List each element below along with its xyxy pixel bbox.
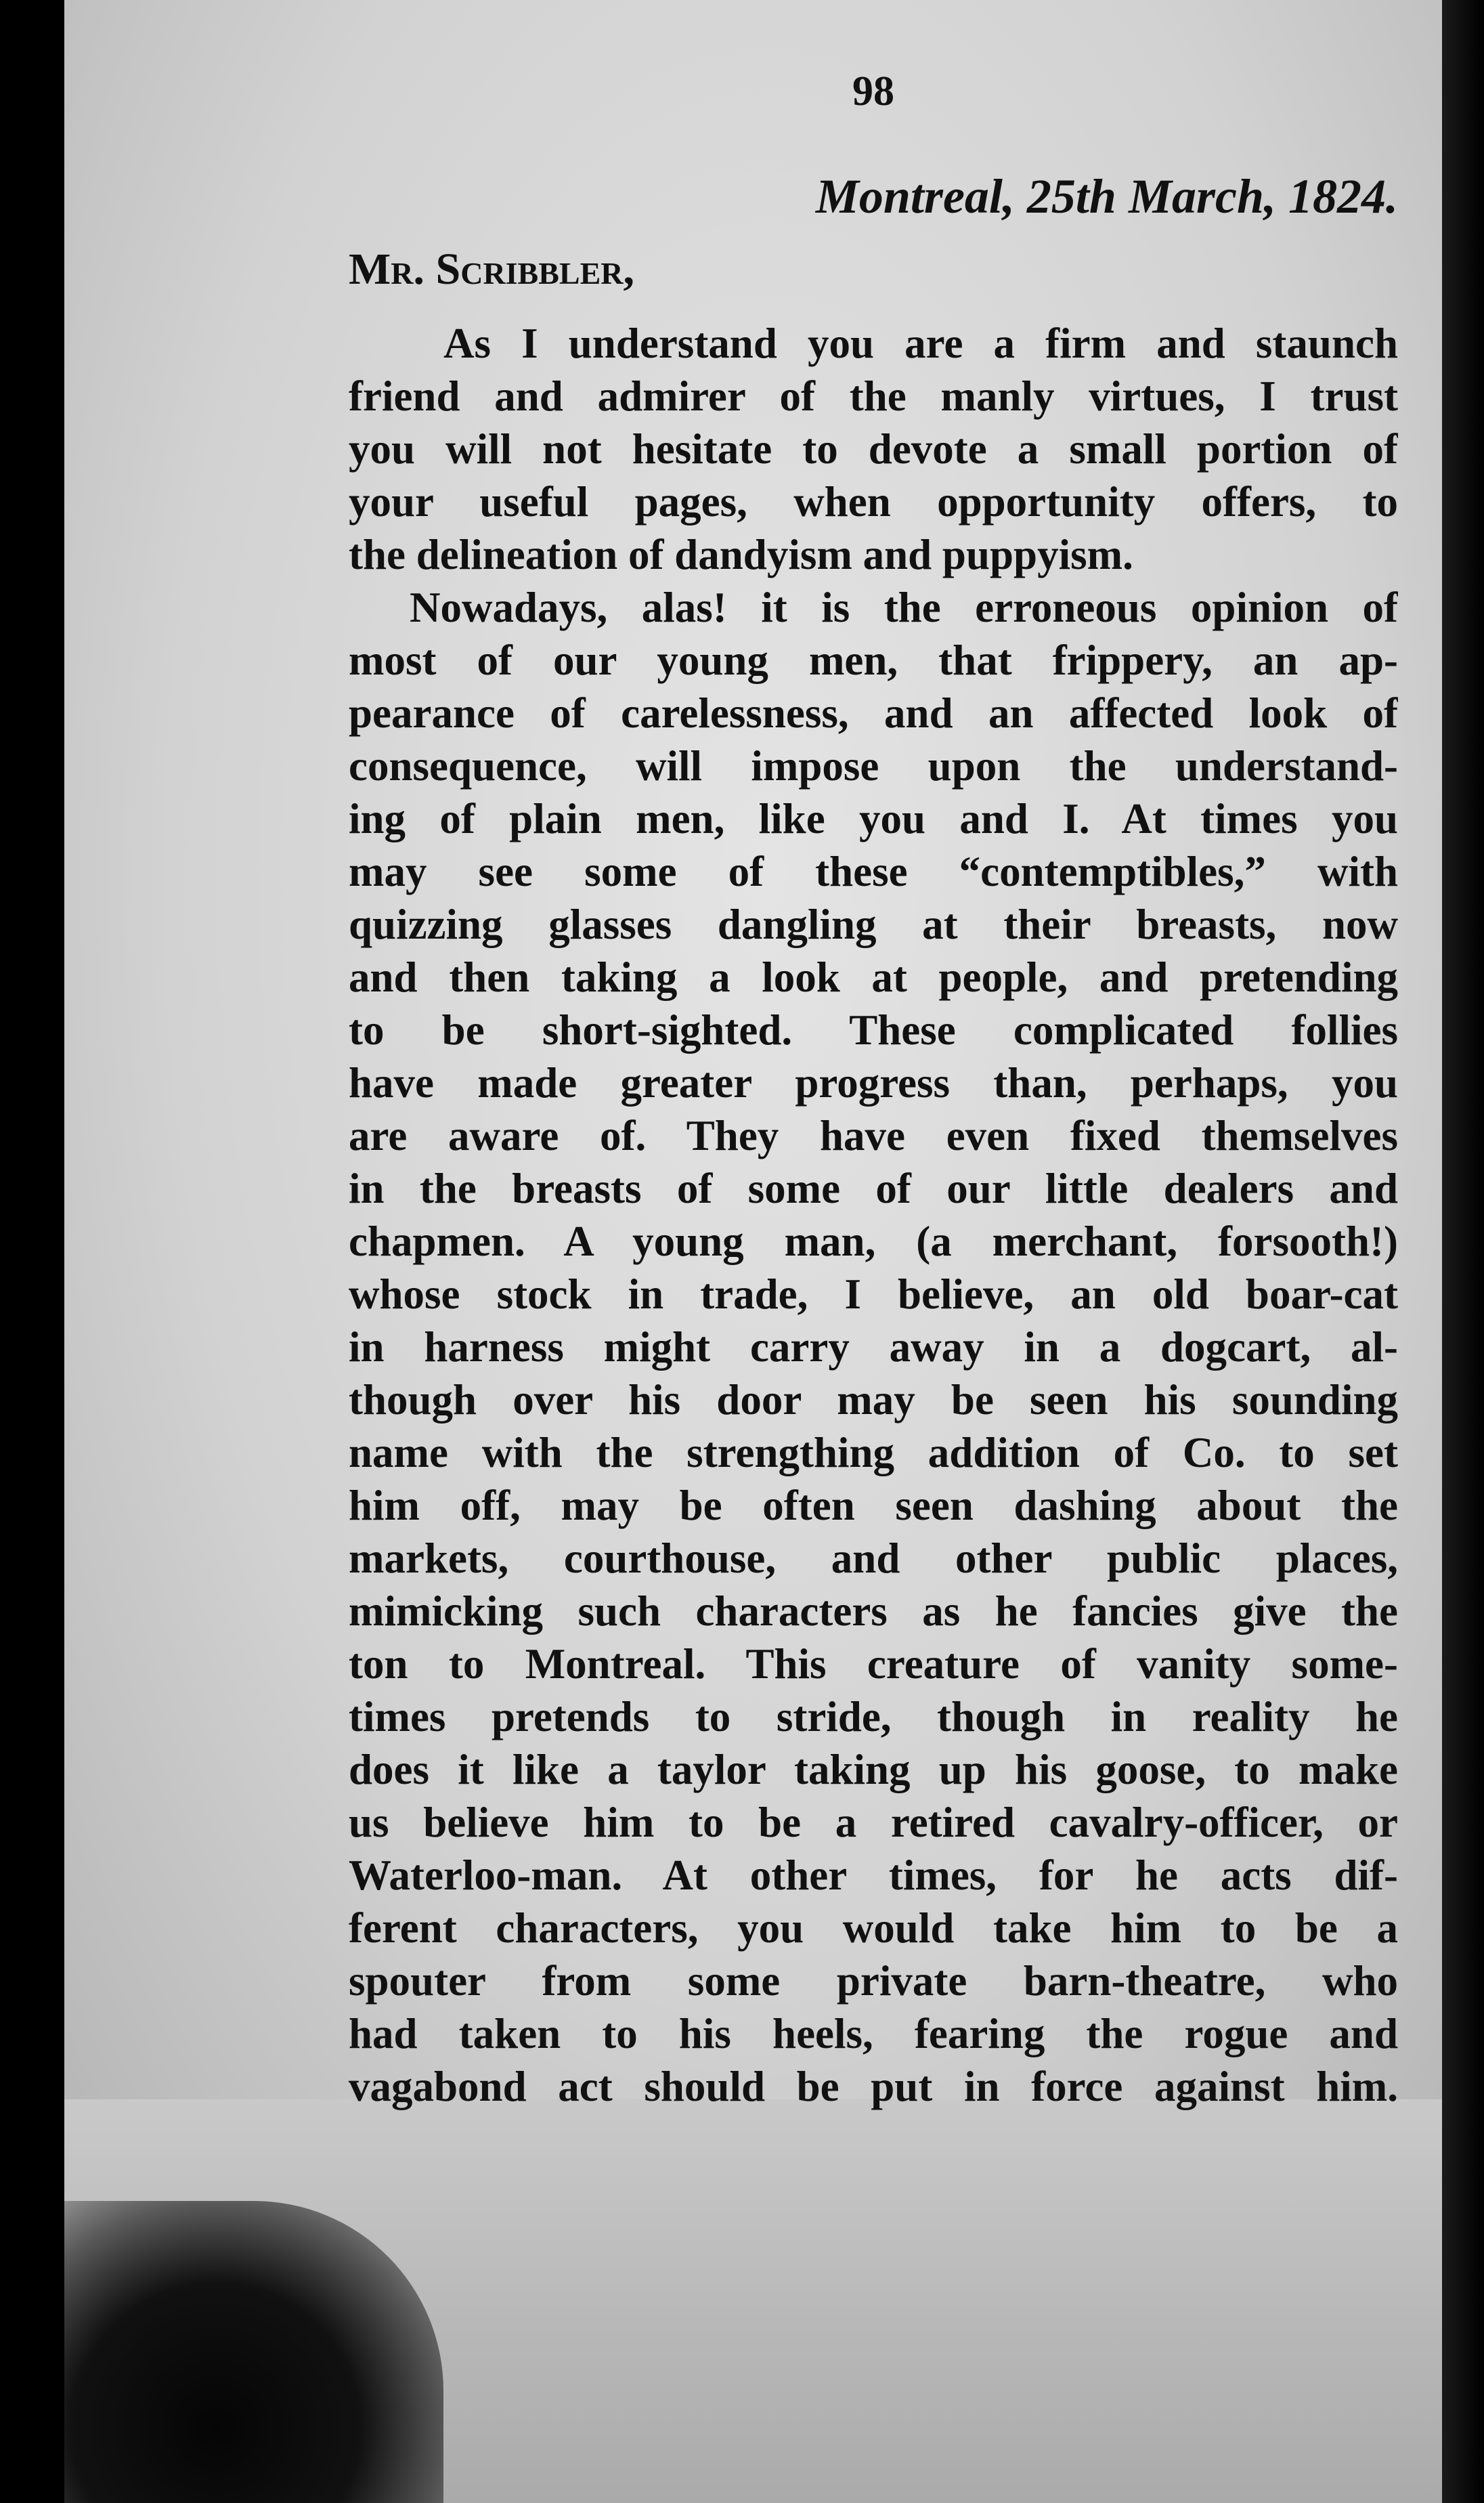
text-line: in harness might carry away in a dogcart, al- xyxy=(349,1323,1398,1371)
letter-body xyxy=(349,317,1398,2113)
text-line: though over his door may be seen his sounding xyxy=(349,1376,1398,1424)
text-line: and then taking a look at people, and pretending xyxy=(349,954,1398,1001)
dateline: Montreal, 25th March, 1824. xyxy=(815,169,1398,223)
text-line: quizzing glasses dangling at their breasts, now xyxy=(349,901,1398,948)
text-line: us believe him to be a retired cavalry-officer, or xyxy=(349,1799,1398,1846)
text-line: consequence, will impose upon the understand- xyxy=(349,742,1398,790)
text-line: name with the strengthing addition of Co. to set xyxy=(349,1429,1398,1476)
text-line: ton to Montreal. This creature of vanity some- xyxy=(349,1640,1398,1688)
text-line: mimicking such characters as he fancies give the xyxy=(349,1587,1398,1635)
salutation: Mr. Scribbler, xyxy=(349,244,635,294)
text-line: times pretends to stride, though in reality he xyxy=(349,1693,1398,1740)
right-edge-shadow xyxy=(1442,0,1484,2503)
text-line: may see some of these “contemptibles,” with xyxy=(349,848,1398,895)
text-line: had taken to his heels, fearing the rogue and xyxy=(349,2010,1398,2057)
text-line: Nowadays, alas! it is the erroneous opinion of xyxy=(410,584,1398,631)
left-margin-shadow xyxy=(0,0,64,2503)
text-line: in the breasts of some of our little dealers and xyxy=(349,1165,1398,1212)
text-line: the delineation of dandyism and puppyism. xyxy=(349,531,1133,578)
text-line: vagabond act should be put in force against him. xyxy=(349,2063,1398,2110)
letter-text-block xyxy=(349,0,1398,2140)
text-line: does it like a taylor taking up his goose, to make xyxy=(349,1746,1398,1793)
text-line: most of our young men, that frippery, an ap- xyxy=(349,637,1398,684)
text-line: friend and admirer of the manly virtues, I trust xyxy=(349,372,1398,420)
text-line: you will not hesitate to devote a small portion of xyxy=(349,425,1398,473)
text-line: to be short-sighted. These complicated follies xyxy=(349,1006,1398,1054)
text-line: pearance of carelessness, and an affected look of xyxy=(349,689,1398,737)
text-line: spouter from some private barn-theatre, who xyxy=(349,1957,1398,2005)
text-line: ing of plain men, like you and I. At times you xyxy=(349,795,1398,842)
page-number: 98 xyxy=(852,68,894,114)
text-line: him off, may be often seen dashing about the xyxy=(349,1482,1398,1529)
text-line: whose stock in trade, I believe, an old boar-cat xyxy=(349,1270,1398,1318)
text-line: Waterloo-man. At other times, for he acts dif- xyxy=(349,1852,1398,1899)
text-line: As I understand you are a firm and staunch xyxy=(443,320,1398,367)
text-line: chapmen. A young man, (a merchant, forsooth!) xyxy=(349,1218,1398,1265)
text-line: markets, courthouse, and other public places, xyxy=(349,1535,1398,1582)
text-line: are aware of. They have even fixed themselves xyxy=(349,1112,1398,1159)
text-line: have made greater progress than, perhaps, you xyxy=(349,1059,1398,1107)
text-line: ferent characters, you would take him to be a xyxy=(349,1904,1398,1952)
text-line: your useful pages, when opportunity offers, to xyxy=(349,478,1398,526)
